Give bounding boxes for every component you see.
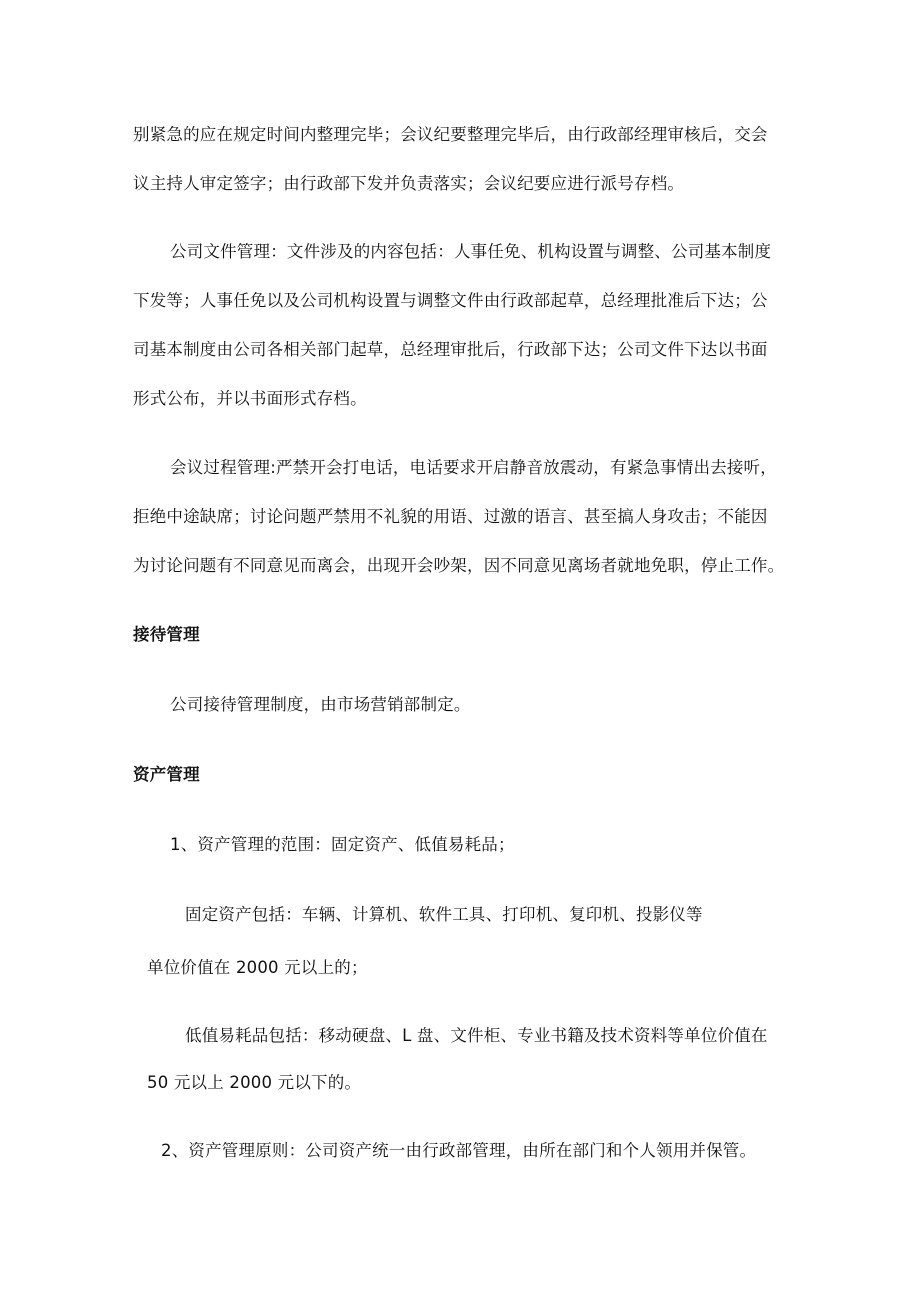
- assets-heading: 资产管理: [133, 765, 200, 784]
- meeting-paragraph-line-3: 为讨论问题有不同意见而离会，出现开会吵架，因不同意见离场者就地免职，停止工作。: [133, 556, 785, 575]
- files-paragraph-line-1: 公司文件管理：文件涉及的内容包括：人事任免、机构设置与调整、公司基本制度: [170, 242, 772, 261]
- reception-paragraph: 公司接待管理制度，由市场营销部制定。: [170, 695, 471, 714]
- minutes-paragraph-line-2: 议主持人审定签字；由行政部下发并负责落实；会议纪要应进行派号存档。: [133, 174, 685, 193]
- files-paragraph-line-2: 下发等；人事任免以及公司机构设置与调整文件由行政部起草，总经理批准后下达；公: [133, 291, 768, 310]
- minutes-paragraph-line-1: 别紧急的应在规定时间内整理完毕；会议纪要整理完毕后，由行政部经理审核后，交会: [133, 125, 768, 144]
- low-value-line-1: 低值易耗品包括：移动硬盘、L 盘、文件柜、专业书籍及技术资料等单位价值在: [185, 1026, 768, 1045]
- fixed-assets-line-1: 固定资产包括：车辆、计算机、软件工具、打印机、复印机、投影仪等: [185, 905, 703, 924]
- files-paragraph-line-4: 形式公布，并以书面形式存档。: [133, 389, 367, 408]
- asset-principle-item: 2、资产管理原则：公司资产统一由行政部管理，由所在部门和个人领用并保管。: [161, 1141, 757, 1160]
- fixed-assets-line-2: 单位价值在 2000 元以上的；: [147, 958, 368, 977]
- asset-scope-item: 1、资产管理的范围：固定资产、低值易耗品；: [170, 835, 515, 854]
- meeting-paragraph-line-1: 会议过程管理:严禁开会打电话，电话要求开启静音放震动，有紧急事情出去接听，: [170, 458, 777, 477]
- low-value-line-2: 50 元以上 2000 元以下的。: [147, 1073, 362, 1092]
- reception-heading: 接待管理: [133, 625, 200, 644]
- files-paragraph-line-3: 司基本制度由公司各相关部门起草，总经理审批后，行政部下达；公司文件下达以书面: [133, 340, 768, 359]
- meeting-paragraph-line-2: 拒绝中途缺席；讨论问题严禁用不礼貌的用语、过激的语言、甚至搞人身攻击；不能因: [133, 507, 768, 526]
